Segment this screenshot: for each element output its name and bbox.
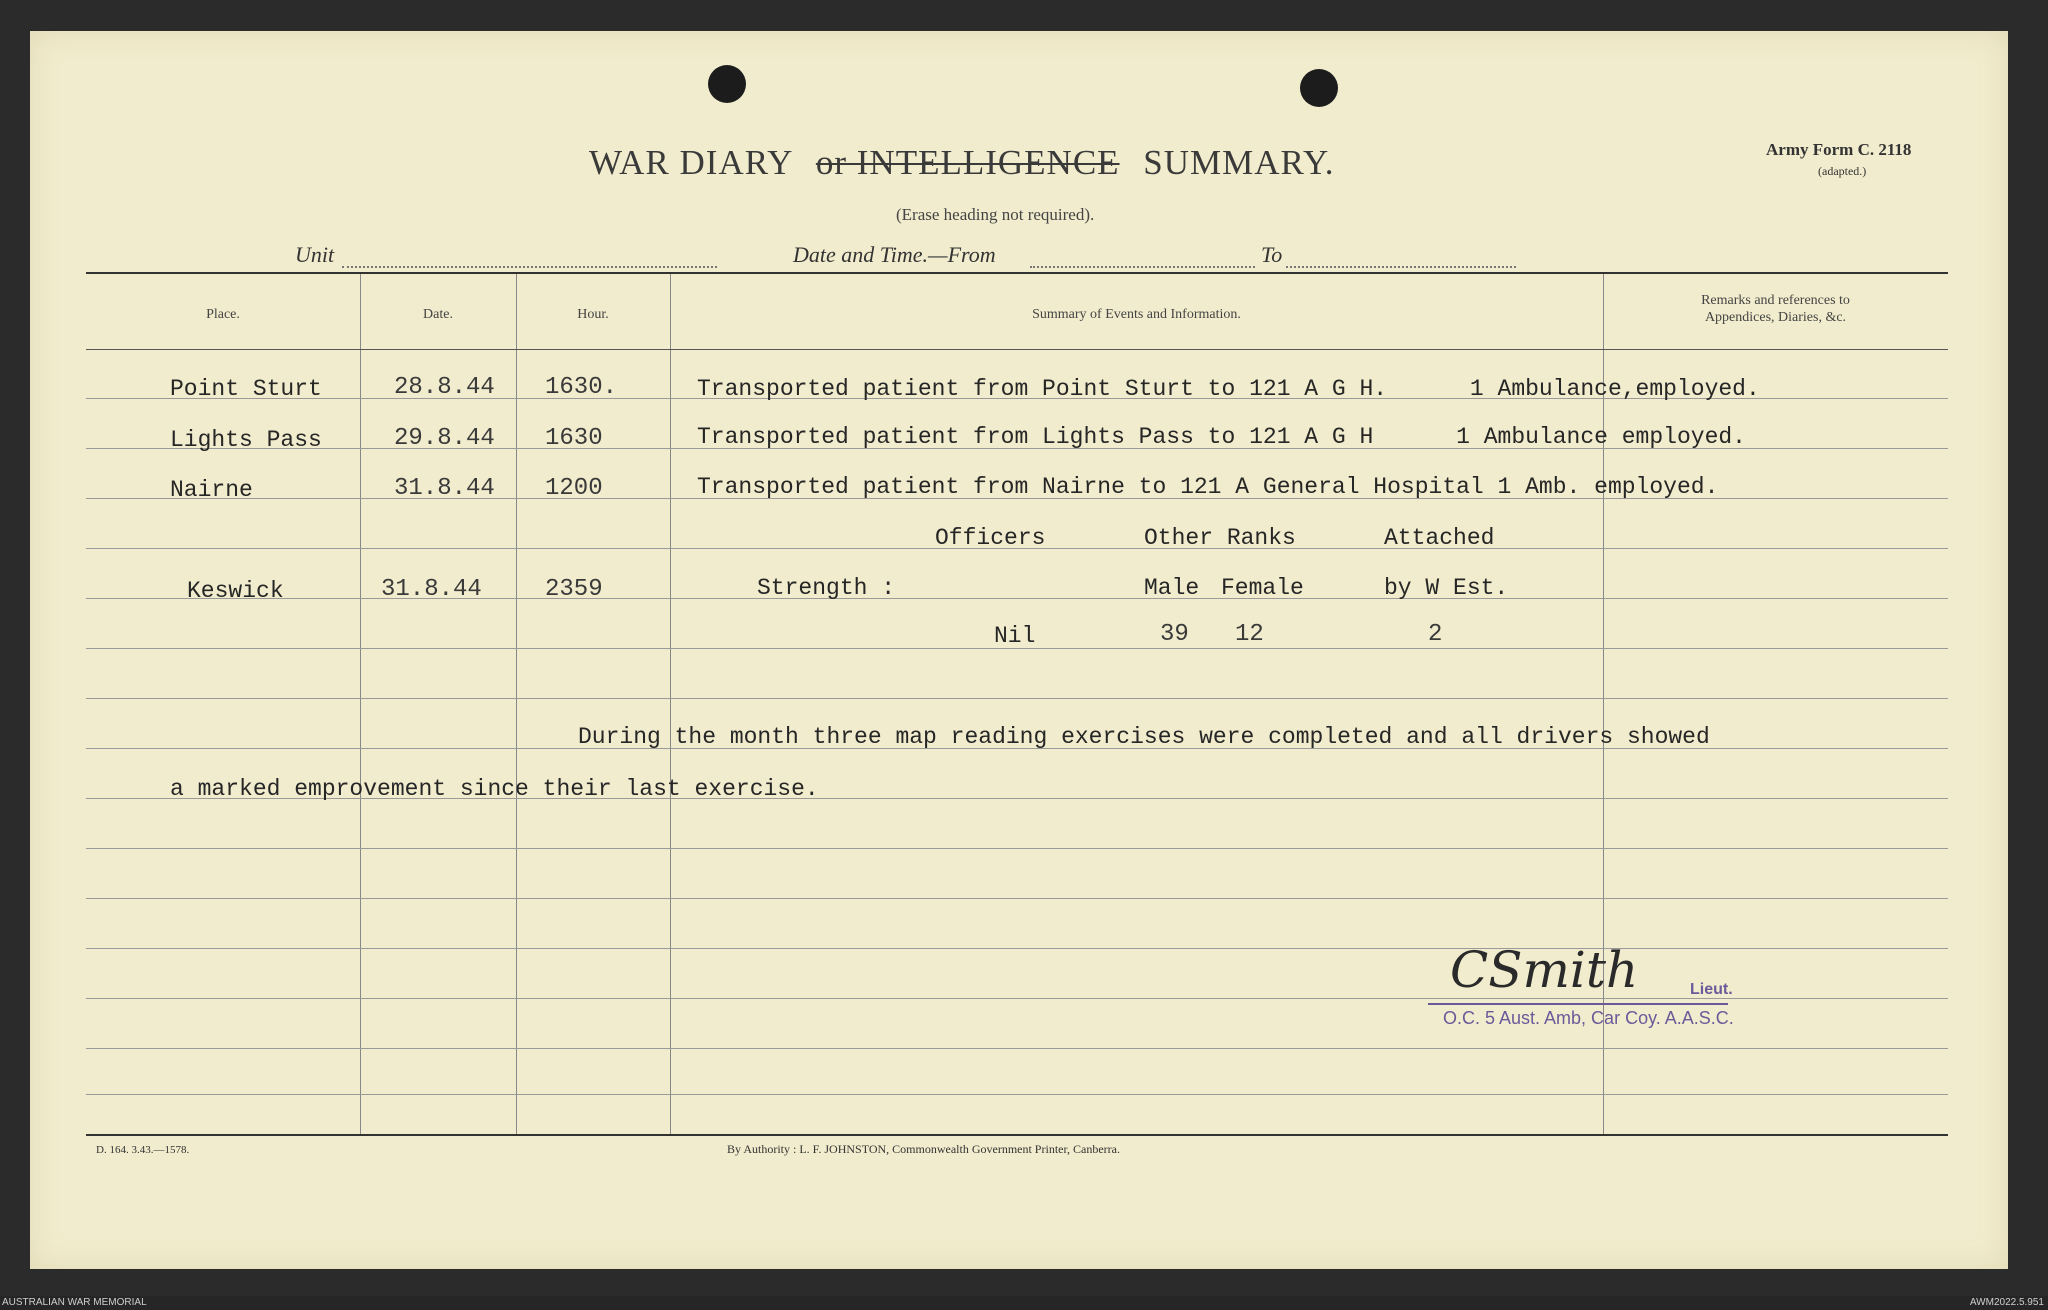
entry-place: Point Sturt: [170, 376, 322, 402]
column-divider-place: [360, 274, 361, 1134]
ruled-line: [86, 948, 1948, 949]
column-header-date: Date.: [423, 307, 453, 322]
entry-date: 28.8.44: [394, 374, 495, 401]
form-title: [589, 143, 1334, 183]
narrative-line-1: During the month three map reading exercises were completed and all drivers showed: [578, 724, 1710, 750]
strength-attached-value: 2: [1428, 621, 1443, 648]
unit-dotted-field: [342, 248, 717, 268]
unit-label: Unit: [295, 242, 335, 267]
strength-female-value: 12: [1235, 621, 1264, 648]
column-header-summary: Summary of Events and Information.: [1032, 307, 1241, 322]
punch-hole-left: [708, 65, 746, 103]
archive-label: AUSTRALIAN WAR MEMORIAL: [2, 1297, 147, 1308]
title-war-diary: WAR DIARY: [589, 143, 793, 182]
table-top-rule: [86, 272, 1948, 274]
entry-place: Nairne: [170, 477, 253, 503]
column-header-remarks-1: Remarks and references to: [1701, 293, 1850, 308]
ruled-line: [86, 698, 1948, 699]
column-header-place: Place.: [206, 307, 240, 322]
entry-hour: 1630.: [545, 374, 618, 401]
narrative-line-2: a marked emprovement since their last exercise.: [170, 776, 819, 802]
strength-attached-subheader: by W Est.: [1384, 575, 1509, 601]
date-from-dotted-field: [1030, 248, 1255, 268]
ruled-line: [86, 1048, 1948, 1049]
stamp-unit: O.C. 5 Aust. Amb, Car Coy. A.A.S.C.: [1443, 1008, 1734, 1028]
entry-summary: Transported patient from Nairne to 121 A General Hospital 1 Amb. employed.: [697, 474, 1719, 500]
strength-label: Strength :: [757, 575, 896, 601]
army-form-adapted: (adapted.): [1818, 164, 1867, 178]
ruled-line: [86, 898, 1948, 899]
header-underline: [86, 349, 1948, 350]
punch-hole-right: [1300, 69, 1338, 107]
entry-date: 31.8.44: [394, 475, 495, 502]
title-summary: SUMMARY.: [1143, 143, 1335, 182]
date-time-from-label: Date and Time.—From: [793, 242, 996, 267]
ruled-line: [86, 848, 1948, 849]
table-bottom-rule: [86, 1134, 1948, 1136]
entry-hour: 1630: [545, 425, 603, 452]
strength-date: 31.8.44: [381, 576, 482, 603]
column-divider-summary: [1603, 274, 1604, 1134]
ruled-line: [86, 998, 1948, 999]
entry-hour: 1200: [545, 475, 603, 502]
strength-hour: 2359: [545, 576, 603, 603]
signature: CSmith: [1450, 941, 1639, 999]
date-to-dotted-field: [1286, 248, 1516, 268]
archive-id: AWM2022.5.951: [1969, 1297, 2044, 1308]
entry-date: 29.8.44: [394, 425, 495, 452]
strength-female-header: Female: [1221, 575, 1304, 601]
stamp-rank: Lieut.: [1690, 981, 1733, 998]
strength-officers-header: Officers: [935, 525, 1046, 551]
strength-male-header: Male: [1144, 575, 1200, 601]
footer-printer-authority: By Authority : L. F. JOHNSTON, Commonwealth Government Printer, Canberra.: [727, 1142, 1120, 1156]
army-form-number: Army Form C. 2118: [1766, 140, 1912, 159]
entry-place: Lights Pass: [170, 427, 322, 453]
to-label: To: [1261, 242, 1283, 267]
war-diary-form: [30, 31, 2008, 1269]
entry-summary: Transported patient from Point Sturt to 121 A G H. 1 Ambulance,employed.: [697, 376, 1760, 402]
stamp-underline: [1428, 1003, 1728, 1005]
strength-attached-header: Attached: [1384, 525, 1495, 551]
ruled-line: [86, 598, 1948, 599]
form-subtitle: (Erase heading not required).: [896, 205, 1095, 224]
title-struck-intelligence: or INTELLIGENCE: [815, 143, 1120, 182]
column-header-remarks-2: Appendices, Diaries, &c.: [1704, 310, 1847, 325]
footer-form-code: D. 164. 3.43.—1578.: [96, 1144, 190, 1156]
ruled-line: [86, 1094, 1948, 1095]
strength-male-value: 39: [1160, 621, 1189, 648]
strength-other-ranks-header: Other Ranks: [1144, 525, 1296, 551]
column-divider-date: [516, 274, 517, 1134]
column-divider-hour: [670, 274, 671, 1134]
entry-summary: Transported patient from Lights Pass to 121 A G H 1 Ambulance employed.: [697, 424, 1746, 450]
strength-place: Keswick: [187, 578, 284, 604]
strength-officers-value: Nil: [994, 623, 1036, 649]
column-header-hour: Hour.: [577, 307, 609, 322]
